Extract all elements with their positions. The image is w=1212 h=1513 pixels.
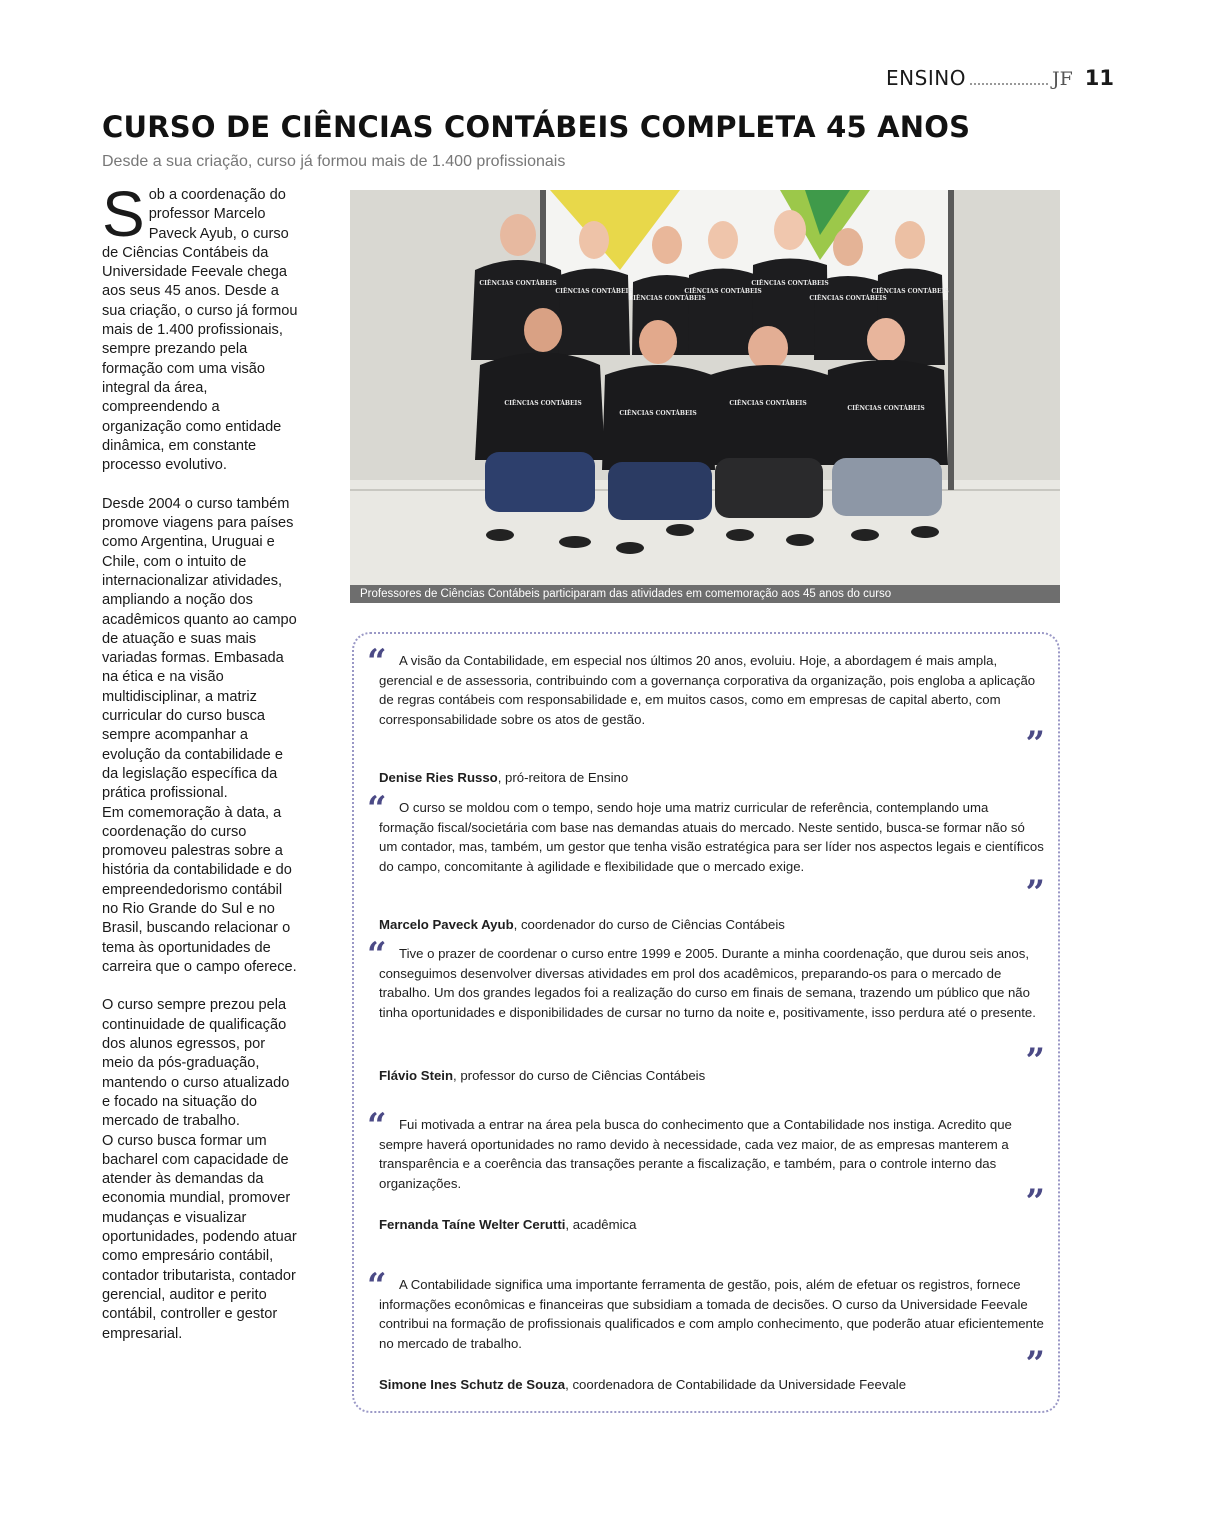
close-quote-icon: ” <box>1025 1182 1045 1222</box>
body-paragraph-5: O curso busca formar um bacharel com capacidade de atender às demandas da economia mundial, promover mudanças e visualizar oportunidades, podendo atuar como empresário contábil, contador tributarista, contador gerencial, auditor e perito contábil, controller e gestor empresarial. <box>102 1132 297 1342</box>
quote-author <box>367 915 785 934</box>
shirt-print: CIÊNCIAS CONTÁBEIS <box>729 400 807 407</box>
shirt-print: CIÊNCIAS CONTÁBEIS <box>871 288 949 295</box>
open-quote-icon: “ <box>367 935 387 975</box>
shirt-print: CIÊNCIAS CONTÁBEIS <box>555 288 633 295</box>
quote-author <box>367 1375 906 1394</box>
quote-author-role: , coordenadora de Contabilidade da Universidade Feevale <box>565 1377 907 1392</box>
quote-item <box>367 1106 1045 1245</box>
quote-text: A visão da Contabilidade, em especial nos últimos 20 anos, evoluiu. Hoje, a abordagem é mais ampla, gerencial e de assessoria, contribuindo com a governança corporativa da organização, pois engloba a aplicação de regras contábeis com responsabilidade e, em muitos casos, como em empresas de capital aberto, com corresponsabilidade sobre os atos de gestão. <box>379 653 1036 727</box>
quote-text: O curso se moldou com o tempo, sendo hoje uma matriz curricular de referência, contemplando uma formação fiscal/societária com base nas demandas atuais do mercado. Neste sentido, busca-se formar não só um contador, mas, também, um gestor que tenha visão estratégica para ser líder nos aspectos legais e científicos do campo, concomitante à agilidade e flexibilidade que o mercado exige. <box>379 800 1044 874</box>
article-title: CURSO DE CIÊNCIAS CONTÁBEIS COMPLETA 45 ANOS <box>102 110 971 144</box>
group-photo-illustration <box>350 190 1060 586</box>
quotes-box <box>352 632 1060 1413</box>
shirt-print: CIÊNCIAS CONTÁBEIS <box>847 405 925 412</box>
quote-author-name: Fernanda Taíne Welter Cerutti <box>379 1217 566 1232</box>
close-quote-icon: ” <box>1025 724 1045 764</box>
close-quote-icon: ” <box>1025 1041 1045 1081</box>
quote-author <box>367 768 628 787</box>
page-number: 11 <box>1084 66 1114 90</box>
open-quote-icon: “ <box>367 642 387 682</box>
brand-mark: JF <box>1051 68 1073 90</box>
shirt-print: CIÊNCIAS CONTÁBEIS <box>504 400 582 407</box>
shirt-print: CIÊNCIAS CONTÁBEIS <box>751 280 829 287</box>
quote-item <box>367 789 1045 932</box>
quote-author-role: , coordenador do curso de Ciências Contábeis <box>513 917 785 932</box>
shirt-print: CIÊNCIAS CONTÁBEIS <box>684 288 762 295</box>
quote-text: Fui motivada a entrar na área pela busca do conhecimento que a Contabilidade nos instiga. Acredito que sempre haverá oportunidades no ramo devido à necessidade, cada vez maior, de as empresas manterem a transparência e a coerência das transações perante a fiscalização, e também, para o controle interno das organizações. <box>379 1117 1012 1191</box>
quote-author-name: Flávio Stein <box>379 1068 454 1083</box>
close-quote-icon: ” <box>1025 873 1045 913</box>
body-paragraph-3: Em comemoração à data, a coordenação do curso promoveu palestras sobre a história da contabilidade e do empreendedorismo contábil no Rio Grande do Sul e no Brasil, buscando relacionar o tema às oportunidades de carreira que o campo oferece. <box>102 804 297 975</box>
quote-author <box>367 1066 705 1085</box>
section-name: ENSINO <box>886 66 966 90</box>
photo-caption: Professores de Ciências Contábeis participaram das atividades em comemoração aos 45 anos do curso <box>350 585 1060 603</box>
quote-text: A Contabilidade significa uma importante ferramenta de gestão, pois, além de efetuar os registros, fornece informações econômicas e financeiras que subsidiam a tomada de decisões. O curso da Universidade Feevale contribui na formação de profissionais qualificados e com amplo conhecimento, que poderão atuar eficientemente no mercado de trabalho. <box>379 1277 1044 1351</box>
drop-cap: S <box>102 178 145 250</box>
body-paragraph-2: Desde 2004 o curso também promove viagens para países como Argentina, Uruguai e Chile, com o intuito de internacionalizar atividades, ampliando a noção dos acadêmicos quanto ao campo de atuação e suas mais variadas formas. Embasada na ética e na visão multidisciplinar, a matriz curricular do curso busca sempre acompanhar a evolução da contabilidade e da legislação específica da prática profissional. <box>102 495 297 802</box>
open-quote-icon: “ <box>367 1106 387 1146</box>
shirt-print: CIÊNCIAS CONTÁBEIS <box>628 295 706 302</box>
quote-item <box>367 642 1045 785</box>
body-paragraph-1 <box>102 178 298 475</box>
quote-author-name: Denise Ries Russo <box>379 770 498 785</box>
quote-author-name: Marcelo Paveck Ayub <box>379 917 514 932</box>
quote-author-name: Simone Ines Schutz de Souza <box>379 1377 566 1392</box>
group-photo <box>350 190 1060 586</box>
quote-author-role: , acadêmica <box>565 1217 637 1232</box>
quote-author <box>367 1215 636 1234</box>
close-quote-icon: ” <box>1025 1344 1045 1384</box>
leader-dots <box>970 83 1048 85</box>
quote-item <box>367 935 1045 1094</box>
body-paragraph-4: O curso sempre prezou pela continuidade de qualificação dos alunos egressos, por meio da pós-graduação, mantendo o curso atualizado e focado na situação do mercado de trabalho. <box>102 997 290 1130</box>
shirt-print: CIÊNCIAS CONTÁBEIS <box>619 410 697 417</box>
article-body <box>102 178 298 1363</box>
open-quote-icon: “ <box>367 789 387 829</box>
shirt-print: CIÊNCIAS CONTÁBEIS <box>809 295 887 302</box>
shirt-print: CIÊNCIAS CONTÁBEIS <box>479 280 557 287</box>
running-header <box>886 66 1114 90</box>
open-quote-icon: “ <box>367 1266 387 1306</box>
quote-author-role: , professor do curso de Ciências Contábeis <box>453 1068 706 1083</box>
quote-author-role: , pró-reitora de Ensino <box>497 770 629 785</box>
quote-item <box>367 1266 1045 1400</box>
article-subtitle: Desde a sua criação, curso já formou mais de 1.400 profissionais <box>102 153 566 170</box>
quote-text: Tive o prazer de coordenar o curso entre 1999 e 2005. Durante a minha coordenação, que durou seis anos, conseguimos desenvolver diversas atividades em prol dos acadêmicos, preparando-os para o mercado de trabalho. Um dos grandes legados foi a realização do curso em finais de semana, trazendo um público que não tinha oportunidades e disponibilidades de cursar no turno da noite e, positivamente, isso perdura até o presente. <box>379 946 1036 1020</box>
paragraph-1-text: ob a coordenação do professor Marcelo Paveck Ayub, o curso de Ciências Contábeis da Universidade Feevale chega aos seus 45 anos. Desde a sua criação, o curso já formou mais de 1.400 profissionais, sempre prezando pela formação com uma visão integral da área, compreendendo a organização como entidade dinâmica, em constante processo evolutivo. <box>102 187 298 474</box>
